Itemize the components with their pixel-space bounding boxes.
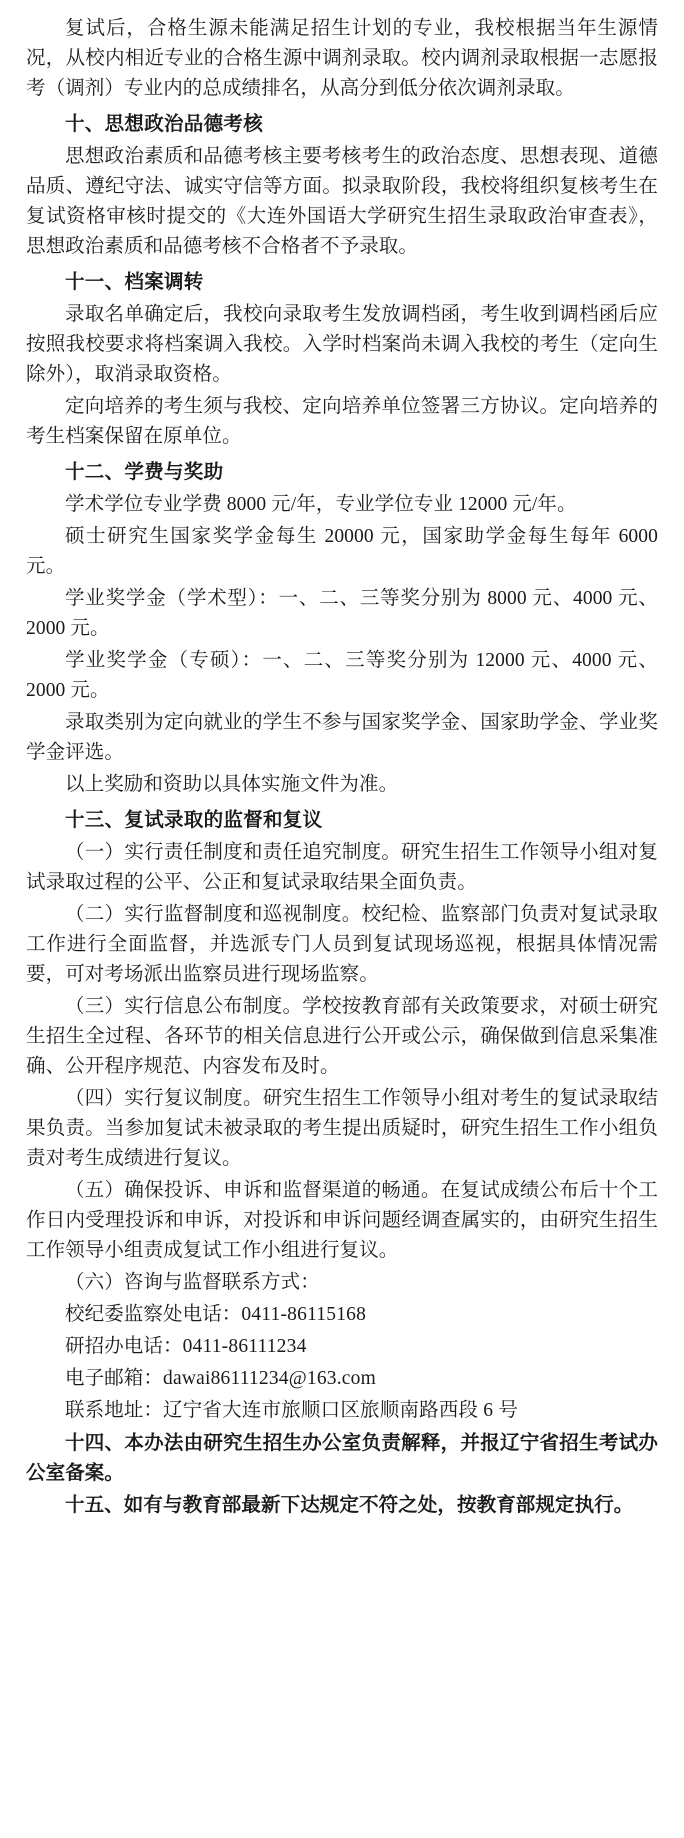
contact-email <box>26 1364 658 1394</box>
section-twelve-paragraph-4: 学业奖学金（专硕）：一、二、三等奖分别为 12000 元、4000 元、2000 元。 <box>26 650 658 701</box>
contact-admissions-office-phone <box>26 1332 658 1362</box>
section-thirteen-item-5: （五）确保投诉、申诉和监督渠道的畅通。在复试成绩公布后十个工作日内受理投诉和申诉，对投诉和申诉问题经调查属实的，由研究生招生工作领导小组责成复试工作小组进行复议。 <box>26 1180 658 1261</box>
contact-discipline-office-phone <box>26 1300 658 1330</box>
section-eleven-paragraph-2: 定向培养的考生须与我校、定向培养单位签署三方协议。定向培养的考生档案保留在原单位。 <box>26 396 658 447</box>
contact-value: 辽宁省大连市旅顺口区旅顺南路西段 6 号 <box>163 1400 519 1421</box>
section-heading-eleven: 十一、档案调转 <box>65 271 204 293</box>
section-thirteen-item-1: （一）实行责任制度和责任追究制度。研究生招生工作领导小组对复试录取过程的公平、公正和复试录取结果全面负责。 <box>26 842 658 893</box>
section-heading-twelve: 十二、学费与奖助 <box>65 461 224 483</box>
contact-value: dawai86111234@163.com <box>163 1368 376 1389</box>
section-thirteen-item-3: （三）实行信息公布制度。学校按教育部有关政策要求，对硕士研究生招生全过程、各环节的相关信息进行公开或公示，确保做到信息采集准确、公开程序规范、内容发布及时。 <box>26 996 658 1077</box>
section-thirteen-item-2: （二）实行监督制度和巡视制度。校纪检、监察部门负责对复试录取工作进行全面监督，并选派专门人员到复试现场巡视，根据具体情况需要，可对考场派出监察员进行现场监察。 <box>26 904 658 985</box>
section-ten-paragraph-1: 思想政治素质和品德考核主要考核考生的政治态度、思想表现、道德品质、遵纪守法、诚实守信等方面。拟录取阶段，我校将组织复核考生在复试资格审核时提交的《大连外国语大学研究生招生录取政治审查表》，思想政治素质和品德考核不合格者不予录取。 <box>26 146 658 257</box>
paragraph-adjustment-policy: 复试后，合格生源未能满足招生计划的专业，我校根据当年生源情况，从校内相近专业的合格生源中调剂录取。校内调剂录取根据一志愿报考（调剂）专业内的总成绩排名，从高分到低分依次调剂录取。 <box>26 18 658 99</box>
contact-value: 0411-86115168 <box>241 1304 367 1325</box>
clause-fourteen: 十四、本办法由研究生招生办公室负责解释，并报辽宁省招生考试办公室备案。 <box>26 1432 658 1484</box>
contact-label: 电子邮箱： <box>65 1368 164 1389</box>
section-twelve-paragraph-6: 以上奖励和资助以具体实施文件为准。 <box>65 774 399 795</box>
clause-fifteen: 十五、如有与教育部最新下达规定不符之处，按教育部规定执行。 <box>65 1494 634 1516</box>
section-twelve-paragraph-2: 硕士研究生国家奖学金每生 20000 元，国家助学金每生每年 6000 元。 <box>26 526 658 577</box>
contact-label: 联系地址： <box>65 1400 164 1421</box>
section-heading-ten: 十、思想政治品德考核 <box>65 113 264 135</box>
section-twelve-paragraph-1: 学术学位专业学费 8000 元/年，专业学位专业 12000 元/年。 <box>65 494 577 515</box>
contact-address <box>26 1396 658 1426</box>
contact-label: 校纪委监察处电话： <box>65 1304 242 1325</box>
section-heading-thirteen: 十三、复试录取的监督和复议 <box>65 809 323 831</box>
section-thirteen-item-4: （四）实行复议制度。研究生招生工作领导小组对考生的复试录取结果负责。当参加复试未被录取的考生提出质疑时，研究生招生工作小组负责对考生成绩进行复议。 <box>26 1088 658 1169</box>
section-twelve-paragraph-5: 录取类别为定向就业的学生不参与国家奖学金、国家助学金、学业奖学金评选。 <box>26 712 658 763</box>
contact-label: 研招办电话： <box>65 1336 183 1357</box>
contact-value: 0411-86111234 <box>182 1336 307 1357</box>
section-twelve-paragraph-3: 学业奖学金（学术型）：一、二、三等奖分别为 8000 元、4000 元、2000 元。 <box>26 588 658 639</box>
section-eleven-paragraph-1: 录取名单确定后，我校向录取考生发放调档函，考生收到调档函后应按照我校要求将档案调入我校。入学时档案尚未调入我校的考生（定向生除外），取消录取资格。 <box>26 304 658 385</box>
section-thirteen-item-6: （六）咨询与监督联系方式： <box>65 1272 320 1293</box>
